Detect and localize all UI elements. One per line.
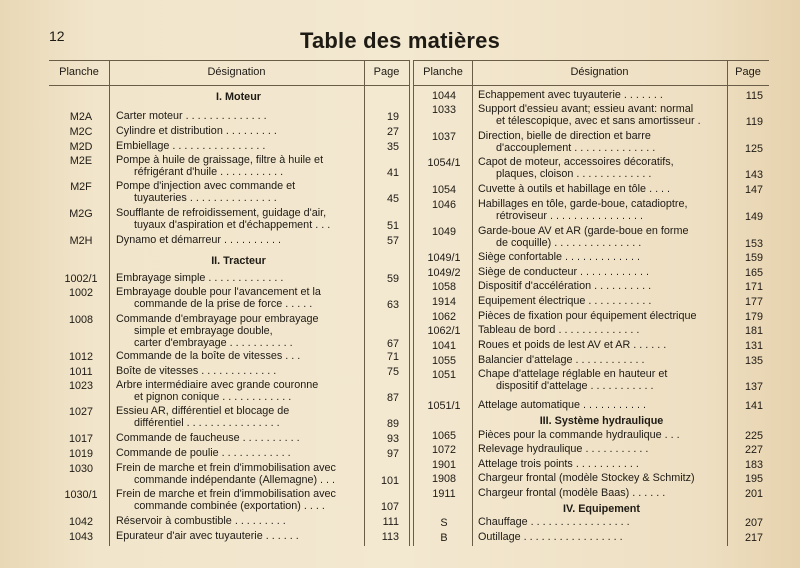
- designation-line: Outillage . . . . . . . . . . . . . . . . .: [478, 532, 623, 543]
- page-ref: 131: [744, 340, 763, 352]
- planche-code: M2H: [69, 235, 93, 247]
- planche-code: 1051: [431, 369, 457, 381]
- page-ref: 227: [744, 444, 763, 456]
- planche-code: 1019: [68, 448, 94, 460]
- page-ref: 63: [386, 299, 399, 311]
- planche-code: 1054/1: [427, 157, 461, 169]
- designation-line: et télescopique, avec et sans amortisseur .: [496, 116, 701, 127]
- page-ref: 89: [386, 418, 399, 430]
- section-heading: I. Moteur: [216, 91, 261, 103]
- page-ref: 41: [386, 167, 399, 179]
- designation-line: Frein de marche et frein d'immobilisation avec: [116, 489, 336, 500]
- page-ref: 59: [386, 273, 399, 285]
- designation-line: Attelage automatique . . . . . . . . . . .: [478, 400, 647, 411]
- planche-code: M2E: [69, 155, 93, 167]
- page-ref: 35: [386, 141, 399, 153]
- designation-line: Commande de la boîte de vitesses . . .: [116, 351, 301, 362]
- planche-code: 1002: [68, 287, 94, 299]
- page-ref: 27: [386, 126, 399, 138]
- designation-line: Soufflante de refroidissement, guidage d'air,: [116, 208, 327, 219]
- planche-code: M2D: [69, 141, 93, 153]
- designation-line: Arbre intermédiaire avec grande couronne: [116, 380, 319, 391]
- planche-code: 1043: [68, 531, 94, 543]
- page-ref: 195: [744, 473, 763, 485]
- designation-line: Chargeur frontal (modèle Baas) . . . . . .: [478, 488, 666, 499]
- planche-code: 1901: [431, 459, 457, 471]
- page-ref: 19: [386, 111, 399, 123]
- page-ref: 45: [386, 193, 399, 205]
- page-ref: 115: [745, 90, 763, 102]
- designation-line: tuyaux d'aspiration et d'échappement . . .: [134, 220, 331, 231]
- designation-line: Embrayage double pour l'avancement et la: [116, 287, 321, 298]
- planche-code: M2A: [69, 111, 93, 123]
- planche-code: 1908: [431, 473, 457, 485]
- designation-line: Siège confortable . . . . . . . . . . . . .: [478, 252, 641, 263]
- right-table-header: [414, 60, 769, 86]
- page-ref: 181: [744, 325, 763, 337]
- designation-line: Embrayage simple . . . . . . . . . . . . .: [116, 273, 284, 284]
- designation-line: plaques, cloison . . . . . . . . . . . . .: [496, 169, 652, 180]
- planche-code: 1051/1: [427, 400, 461, 412]
- planche-code: 1062/1: [427, 325, 461, 337]
- section-heading: II. Tracteur: [211, 255, 266, 267]
- header-page: Page: [735, 66, 761, 78]
- designation-line: Pièces pour la commande hydraulique . . .: [478, 430, 680, 441]
- designation-line: Réservoir à combustible . . . . . . . . .: [116, 516, 286, 527]
- planche-code: 1044: [431, 90, 457, 102]
- page-ref: 177: [744, 296, 763, 308]
- page-ref: 111: [382, 516, 399, 528]
- page-ref: 125: [744, 143, 763, 155]
- planche-code: 1072: [431, 444, 457, 456]
- page-ref: 97: [386, 448, 399, 460]
- designation-line: Commande de poulie . . . . . . . . . . . .: [116, 448, 291, 459]
- page-ref: 141: [744, 400, 763, 412]
- left-table-header: [49, 60, 409, 86]
- header-page: Page: [373, 66, 400, 78]
- page-ref: 87: [386, 392, 399, 404]
- planche-code: 1049: [431, 226, 457, 238]
- column-rule: [364, 60, 365, 546]
- planche-code: 1033: [431, 104, 457, 116]
- designation-line: Attelage trois points . . . . . . . . . . .: [478, 459, 639, 470]
- page-ref: 67: [386, 338, 399, 350]
- page-ref: 207: [744, 517, 763, 529]
- column-rule: [409, 60, 410, 546]
- planche-code: S: [440, 517, 448, 529]
- page-ref: 119: [745, 116, 763, 128]
- planche-code: 1054: [431, 184, 457, 196]
- designation-line: Roues et poids de lest AV et AR . . . . . .: [478, 340, 667, 351]
- designation-line: commande de la prise de force . . . . .: [134, 299, 313, 310]
- designation-line: Boîte de vitesses . . . . . . . . . . . . .: [116, 366, 277, 377]
- header-planche: Planche: [423, 66, 463, 78]
- planche-code: 1027: [68, 406, 94, 418]
- planche-code: 1049/1: [427, 252, 461, 264]
- designation-line: Chauffage . . . . . . . . . . . . . . . . .: [478, 517, 630, 528]
- designation-line: Essieu AR, différentiel et blocage de: [116, 406, 290, 417]
- designation-line: réfrigérant d'huile . . . . . . . . . . .: [134, 167, 284, 178]
- planche-code: 1911: [432, 488, 456, 500]
- designation-line: d'accouplement . . . . . . . . . . . . . .: [496, 143, 656, 154]
- planche-code: M2C: [69, 126, 93, 138]
- page-ref: 93: [386, 433, 399, 445]
- designation-line: Garde-boue AV et AR (garde-boue en forme: [478, 226, 689, 237]
- planche-code: 1037: [431, 131, 457, 143]
- designation-line: tuyauteries . . . . . . . . . . . . . . .: [134, 193, 277, 204]
- designation-line: Habillages en tôle, garde-boue, catadioptre,: [478, 199, 688, 210]
- page-ref: 159: [744, 252, 763, 264]
- designation-line: Embiellage . . . . . . . . . . . . . . . .: [116, 141, 266, 152]
- column-rule: [727, 60, 728, 546]
- designation-line: Cylindre et distribution . . . . . . . . .: [116, 126, 277, 137]
- designation-line: Direction, bielle de direction et barre: [478, 131, 651, 142]
- page-ref: 75: [386, 366, 399, 378]
- section-heading: IV. Equipement: [563, 503, 640, 515]
- page-ref: 179: [744, 311, 763, 323]
- column-rule: [413, 60, 414, 546]
- designation-line: dispositif d'attelage . . . . . . . . . . .: [496, 381, 654, 392]
- page-ref: 165: [744, 267, 763, 279]
- page-ref: 135: [744, 355, 763, 367]
- designation-line: Capot de moteur, accessoires décoratifs,: [478, 157, 674, 168]
- page-ref: 217: [744, 532, 763, 544]
- header-designation: Désignation: [207, 66, 266, 78]
- page-ref: 71: [386, 351, 399, 363]
- designation-line: carter d'embrayage . . . . . . . . . . .: [134, 338, 293, 349]
- page-ref: 57: [386, 235, 399, 247]
- page-ref: 171: [744, 281, 763, 293]
- designation-line: Echappement avec tuyauterie . . . . . . .: [478, 90, 663, 101]
- page-ref: 137: [744, 381, 763, 393]
- page-ref: 107: [380, 501, 399, 513]
- designation-line: Balancier d'attelage . . . . . . . . . . . .: [478, 355, 645, 366]
- planche-code: 1042: [68, 516, 94, 528]
- page-ref: 113: [381, 531, 399, 543]
- designation-line: Support d'essieu avant; essieu avant: normal: [478, 104, 694, 115]
- page-ref: 225: [744, 430, 763, 442]
- designation-line: Chape d'attelage réglable en hauteur et: [478, 369, 668, 380]
- designation-line: Epurateur d'air avec tuyauterie . . . . . .: [116, 531, 299, 542]
- designation-line: Relevage hydraulique . . . . . . . . . . .: [478, 444, 649, 455]
- designation-line: Frein de marche et frein d'immobilisation avec: [116, 463, 336, 474]
- header-planche: Planche: [59, 66, 99, 78]
- planche-code: 1914: [431, 296, 457, 308]
- planche-code: 1008: [68, 314, 94, 326]
- planche-code: 1017: [68, 433, 94, 445]
- planche-code: 1030/1: [64, 489, 98, 501]
- page-ref: 51: [386, 220, 399, 232]
- planche-code: 1012: [68, 351, 94, 363]
- designation-line: Dispositif d'accélération . . . . . . . . . .: [478, 281, 652, 292]
- planche-code: 1041: [431, 340, 457, 352]
- designation-line: Commande d'embrayage pour embrayage: [116, 314, 319, 325]
- designation-line: Pompe à huile de graissage, filtre à huile et: [116, 155, 324, 166]
- planche-code: 1030: [68, 463, 94, 475]
- designation-line: de coquille) . . . . . . . . . . . . . . .: [496, 238, 642, 249]
- planche-code: 1011: [69, 366, 93, 378]
- column-rule: [472, 60, 473, 546]
- page-ref: 101: [380, 475, 399, 487]
- planche-code: 1058: [431, 281, 457, 293]
- designation-line: différentiel . . . . . . . . . . . . . . . .: [134, 418, 280, 429]
- designation-line: simple et embrayage double,: [134, 326, 273, 337]
- designation-line: Commande de faucheuse . . . . . . . . . .: [116, 433, 300, 444]
- planche-code: M2F: [70, 181, 92, 193]
- designation-line: Chargeur frontal (modèle Stockey & Schmitz): [478, 473, 695, 484]
- planche-code: 1023: [68, 380, 94, 392]
- planche-code: 1065: [431, 430, 457, 442]
- designation-line: commande indépendante (Allemagne) . . .: [134, 475, 336, 486]
- page-ref: 201: [744, 488, 763, 500]
- page-ref: 183: [744, 459, 763, 471]
- planche-code: 1002/1: [64, 273, 98, 285]
- planche-code: 1049/2: [427, 267, 461, 279]
- page-ref: 149: [744, 211, 763, 223]
- designation-line: Siège de conducteur . . . . . . . . . . . .: [478, 267, 650, 278]
- page-title: Table des matières: [299, 28, 501, 53]
- planche-code: 1062: [431, 311, 457, 323]
- designation-line: commande combinée (exportation) . . . .: [134, 501, 325, 512]
- header-designation: Désignation: [570, 66, 629, 78]
- designation-line: rétroviseur . . . . . . . . . . . . . . . .: [496, 211, 643, 222]
- planche-code: 1055: [431, 355, 457, 367]
- planche-code: 1046: [431, 199, 457, 211]
- page-ref: 153: [744, 238, 763, 250]
- section-heading: III. Système hydraulique: [539, 415, 664, 427]
- designation-line: Carter moteur . . . . . . . . . . . . . .: [116, 111, 267, 122]
- designation-line: Equipement électrique . . . . . . . . . . .: [478, 296, 652, 307]
- designation-line: Pièces de fixation pour équipement électrique: [478, 311, 697, 322]
- planche-code: B: [440, 532, 448, 544]
- designation-line: Dynamo et démarreur . . . . . . . . . .: [116, 235, 282, 246]
- designation-line: Cuvette à outils et habillage en tôle . . . .: [478, 184, 671, 195]
- designation-line: Tableau de bord . . . . . . . . . . . . . .: [478, 325, 640, 336]
- planche-code: M2G: [69, 208, 93, 220]
- page-ref: 143: [744, 169, 763, 181]
- designation-line: Pompe d'injection avec commande et: [116, 181, 296, 192]
- page-ref: 147: [744, 184, 763, 196]
- page-number: 12: [49, 28, 65, 44]
- designation-line: et pignon conique . . . . . . . . . . . .: [134, 392, 292, 403]
